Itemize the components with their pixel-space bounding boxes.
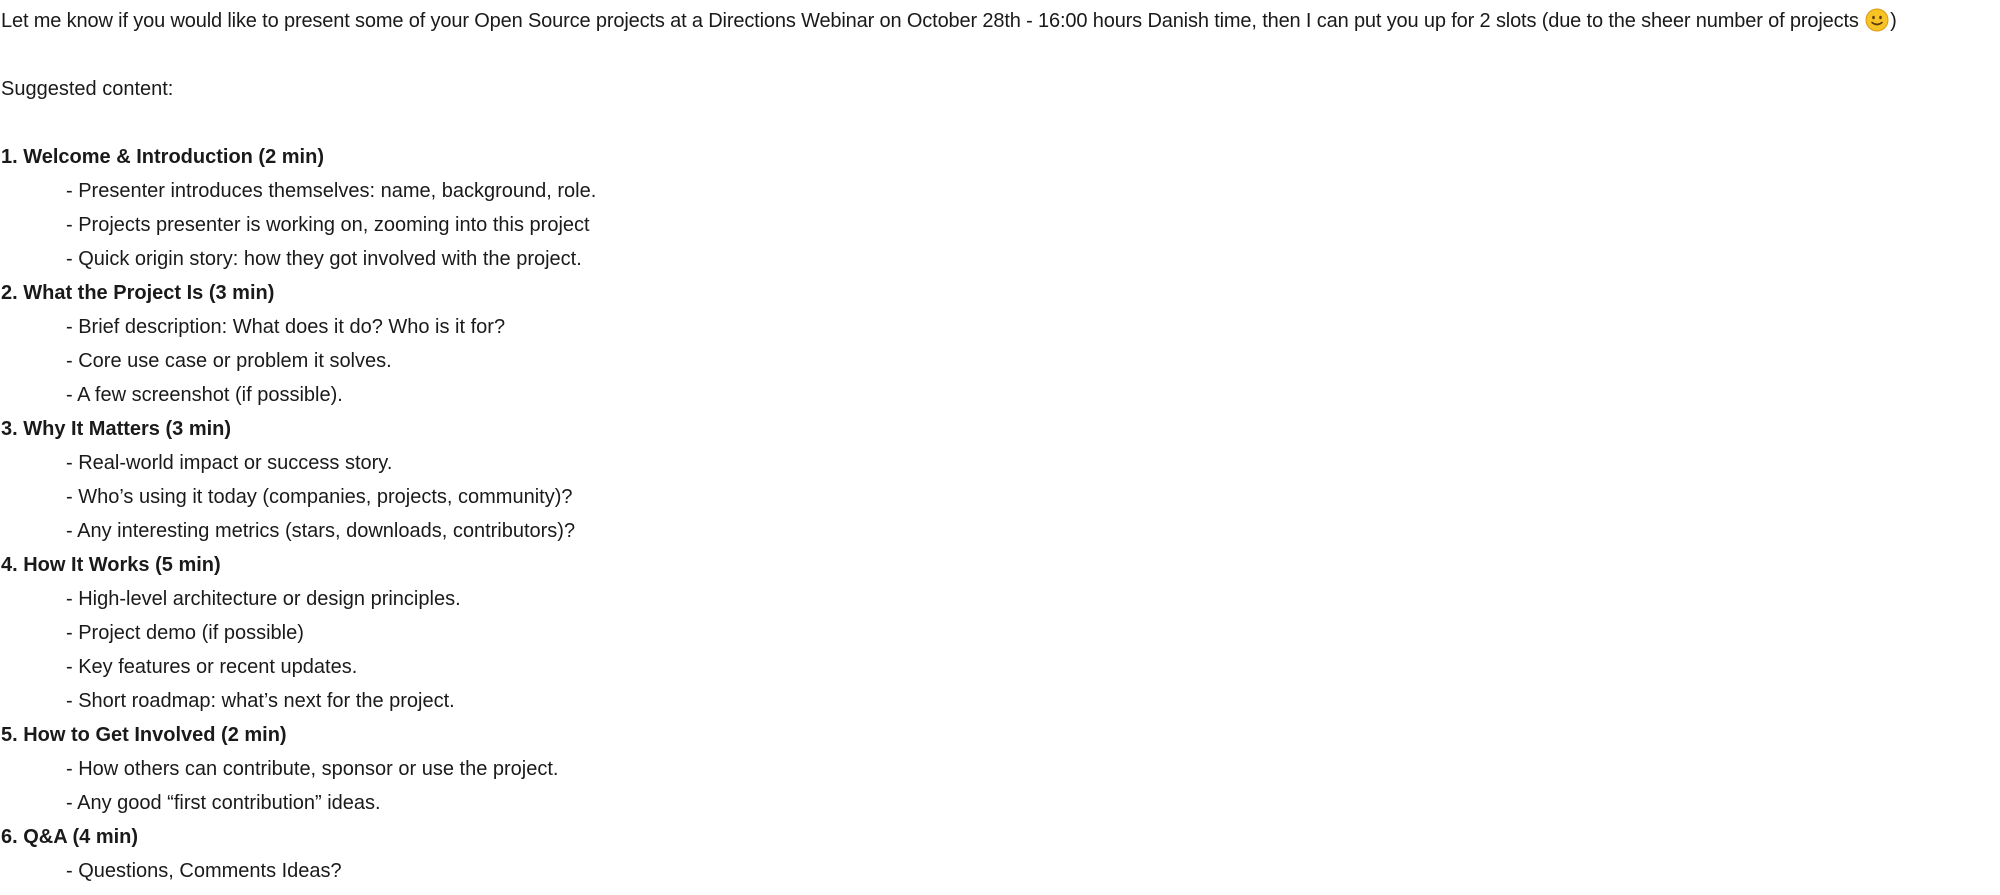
intro-text: Let me know if you would like to present some of your Open Source projects at a Directions Webinar on October 28th - 16:00 hours Danish time, then I can put you up for 2 slots (due to the sheer number of projects [1,10,1859,32]
agenda-section [1,718,2000,820]
section-bullet: - Core use case or problem it solves. [66,350,392,372]
agenda-section [1,412,2000,548]
section-bullet: - Key features or recent updates. [66,656,358,678]
section-heading: 1. Welcome & Introduction (2 min) [1,146,324,168]
section-heading: 5. How to Get Involved (2 min) [1,724,287,746]
section-bullet: - Brief description: What does it do? Who is it for? [66,316,506,338]
section-bullet: - High-level architecture or design principles. [66,588,461,610]
section-bullet: - Short roadmap: what’s next for the project. [66,690,455,712]
paragraph-spacer [1,106,2000,140]
section-bullet: - Projects presenter is working on, zooming into this project [66,214,590,236]
section-bullet: - Any good “first contribution” ideas. [66,792,381,814]
section-bullet: - Quick origin story: how they got involved with the project. [66,248,582,270]
section-heading: 6. Q&A (4 min) [1,826,139,848]
section-bullet: - A few screenshot (if possible). [66,384,343,406]
section-heading: 4. How It Works (5 min) [1,554,221,576]
agenda-section [1,820,2000,888]
section-heading: 2. What the Project Is (3 min) [1,282,275,304]
section-bullet: - Project demo (if possible) [66,622,304,644]
suggested-content-label: Suggested content: [1,78,174,100]
section-bullet: - Any interesting metrics (stars, downloads, contributors)? [66,520,576,542]
section-heading: 3. Why It Matters (3 min) [1,418,232,440]
section-bullet: - How others can contribute, sponsor or use the project. [66,758,559,780]
section-bullet: - Who’s using it today (companies, projects, community)? [66,486,573,508]
section-bullet: - Questions, Comments Ideas? [66,860,342,882]
agenda-section [1,140,2000,276]
agenda-section [1,548,2000,718]
agenda-section [1,276,2000,412]
section-bullet: - Presenter introduces themselves: name, background, role. [66,180,597,202]
slightly-smiling-face-icon [1865,8,1889,32]
intro-closing: ) [1890,10,1897,32]
section-bullet: - Real-world impact or success story. [66,452,393,474]
agenda-sections [1,140,2000,888]
intro-paragraph [1,4,2000,38]
